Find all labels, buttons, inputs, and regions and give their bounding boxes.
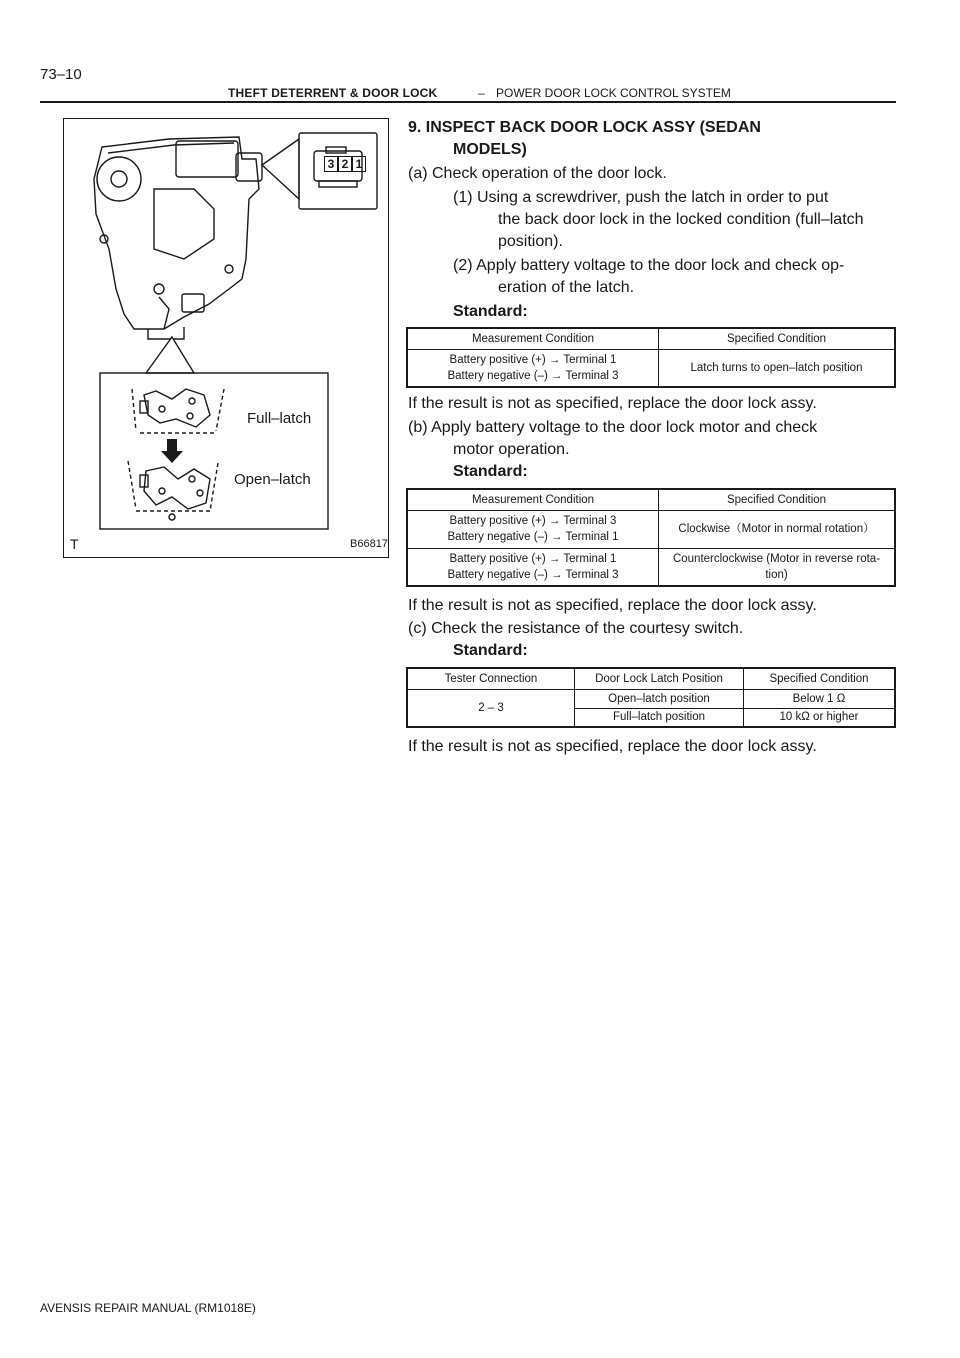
motor-operation-table: [406, 488, 896, 587]
section-heading-cont: MODELS): [453, 141, 527, 158]
figure-corner-mark: T: [70, 536, 79, 552]
condition-line: Battery positive (+) → Terminal 1: [449, 353, 617, 366]
connector-pin-3: 3: [324, 156, 338, 172]
condition-line: Battery positive (+) → Terminal 1: [449, 552, 617, 565]
connector-pin-labels: [319, 153, 367, 175]
table-header-cell: Door Lock Latch Position: [575, 668, 744, 689]
table-cell: Full–latch position: [575, 708, 744, 727]
standard-label-2: Standard:: [453, 463, 528, 480]
header-rule: [40, 101, 896, 103]
header-separator: –: [478, 86, 485, 100]
table-row: [407, 689, 895, 708]
step-a2: (2) Apply battery voltage to the door lock and check op-: [453, 257, 845, 274]
table-cell: Open–latch position: [575, 689, 744, 708]
standard-label-3: Standard:: [453, 642, 528, 659]
table-cell: 2 – 3: [407, 689, 575, 727]
step-b: (b) Apply battery voltage to the door lock motor and check: [408, 419, 818, 436]
step-a2-cont: eration of the latch.: [498, 279, 635, 296]
connector-pin-2: 2: [338, 156, 352, 172]
table-cell: [659, 510, 896, 548]
table-header-cell: Specified Condition: [744, 668, 896, 689]
table-cell: [659, 548, 896, 586]
full-latch-label: Full–latch: [247, 410, 312, 427]
page-number: 73–10: [40, 66, 82, 83]
table-cell: Latch turns to open–latch position: [659, 349, 896, 387]
result-2: If the result is not as specified, replace the door lock assy.: [408, 597, 817, 614]
connector-pin-1: 1: [352, 156, 366, 172]
step-a1-cont2: position).: [498, 233, 563, 250]
table-cell: [407, 510, 659, 548]
table-row: [407, 510, 895, 548]
result-1: If the result is not as specified, replace the door lock assy.: [408, 395, 817, 412]
spec-line: Clockwise（Motor in normal rotation）: [678, 523, 875, 535]
condition-line: Battery negative (–) → Terminal 3: [447, 369, 619, 382]
table-row: [407, 548, 895, 586]
step-a: (a) Check operation of the door lock.: [408, 165, 667, 182]
condition-line: Battery negative (–) → Terminal 3: [447, 568, 619, 581]
table-header-cell: Specified Condition: [659, 489, 896, 510]
step-a1: (1) Using a screwdriver, push the latch in order to put: [453, 189, 829, 206]
table-cell: 10 kΩ or higher: [744, 708, 896, 727]
courtesy-switch-table: [406, 667, 896, 728]
step-c: (c) Check the resistance of the courtesy switch.: [408, 620, 744, 637]
step-a1-cont: the back door lock in the locked condition (full–latch: [498, 211, 864, 228]
header-subtitle: POWER DOOR LOCK CONTROL SYSTEM: [496, 86, 731, 100]
section-heading: 9. INSPECT BACK DOOR LOCK ASSY (SEDAN: [408, 119, 761, 136]
table-header-row: [407, 489, 895, 510]
table-row: [407, 349, 895, 387]
step-b-cont: motor operation.: [453, 441, 570, 458]
table-header-cell: Tester Connection: [407, 668, 575, 689]
header-title: THEFT DETERRENT & DOOR LOCK: [228, 86, 438, 100]
standard-label-1: Standard:: [453, 303, 528, 320]
table-cell: Below 1 Ω: [744, 689, 896, 708]
spec-line: tion): [765, 568, 788, 581]
spec-line: Counterclockwise (Motor in reverse rota-: [672, 552, 881, 565]
table-header-row: [407, 328, 895, 349]
table-header-cell: Measurement Condition: [407, 489, 659, 510]
condition-line: Battery negative (–) → Terminal 1: [447, 531, 619, 543]
table-header-cell: Measurement Condition: [407, 328, 659, 349]
footer: AVENSIS REPAIR MANUAL (RM1018E): [40, 1301, 256, 1315]
open-latch-label: Open–latch: [234, 471, 311, 488]
table-cell: [407, 548, 659, 586]
table-header-row: [407, 668, 895, 689]
door-lock-drawing: [64, 119, 390, 559]
result-3: If the result is not as specified, replace the door lock assy.: [408, 738, 817, 755]
door-lock-illustration: [63, 118, 389, 558]
latch-operation-table: [406, 327, 896, 388]
figure-code: B66817: [350, 538, 388, 550]
table-header-cell: Specified Condition: [659, 328, 896, 349]
condition-line: Battery positive (+) → Terminal 3: [449, 515, 617, 527]
table-cell: [407, 349, 659, 387]
